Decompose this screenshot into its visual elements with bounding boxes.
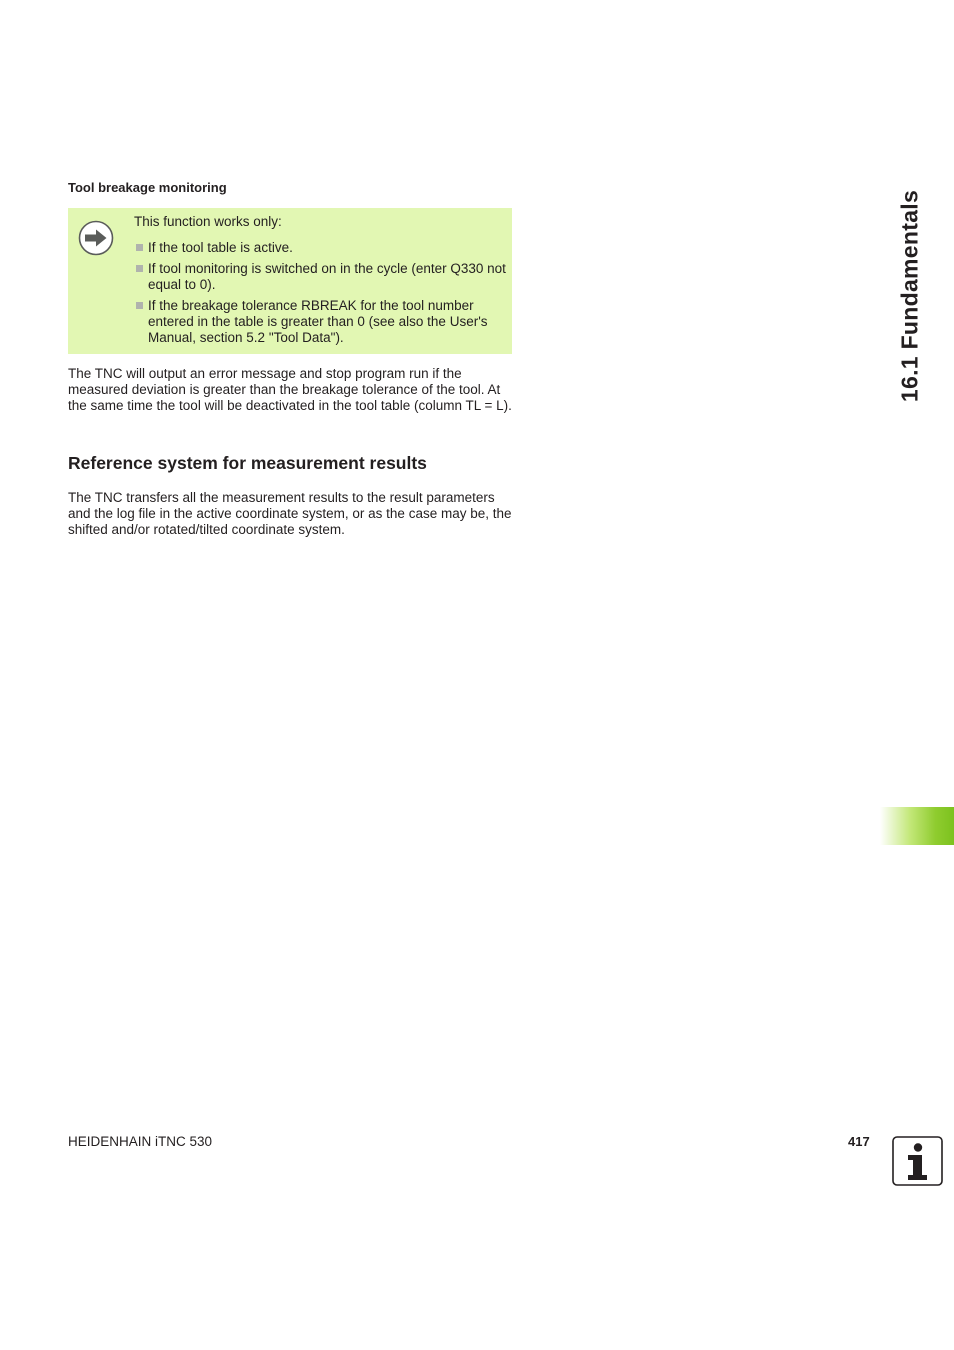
body-paragraph: The TNC transfers all the measurement results to the result parameters and the log file in the active coordinate system, or as the case may be, the shifted and/or rotated/tilted coordinate system. bbox=[68, 490, 512, 537]
list-item bbox=[134, 298, 506, 346]
chapter-side-title bbox=[888, 180, 932, 412]
subheading: Reference system for measurement results bbox=[68, 453, 427, 473]
body-paragraph: The TNC will output an error message and stop program run if the measured deviation is greater than the breakage tolerance of the tool. At the same time the tool will be deactivated in the tool table (column TL = L). bbox=[68, 366, 512, 413]
list-item bbox=[134, 261, 506, 293]
info-icon bbox=[892, 1136, 943, 1186]
arrow-right-icon bbox=[78, 220, 114, 256]
page-number: 417 bbox=[848, 1134, 870, 1149]
note-box bbox=[68, 208, 512, 354]
list-item-text: If the breakage tolerance RBREAK for the tool number entered in the table is greater than 0 (see also the User's Manual, section 5.2 "Tool Data"). bbox=[148, 298, 488, 345]
list-item bbox=[134, 240, 506, 256]
section-heading: Tool breakage monitoring bbox=[68, 180, 227, 195]
square-bullet-icon bbox=[136, 302, 143, 309]
square-bullet-icon bbox=[136, 265, 143, 272]
note-list bbox=[134, 240, 506, 351]
chapter-title-text: 16.1 Fundamentals bbox=[896, 189, 923, 403]
square-bullet-icon bbox=[136, 244, 143, 251]
list-item-text: If the tool table is active. bbox=[148, 240, 293, 255]
chapter-tab bbox=[880, 807, 954, 845]
note-intro: This function works only: bbox=[134, 214, 282, 229]
list-item-text: If tool monitoring is switched on in the cycle (enter Q330 not equal to 0). bbox=[148, 261, 506, 292]
footer-product: HEIDENHAIN iTNC 530 bbox=[68, 1134, 213, 1149]
